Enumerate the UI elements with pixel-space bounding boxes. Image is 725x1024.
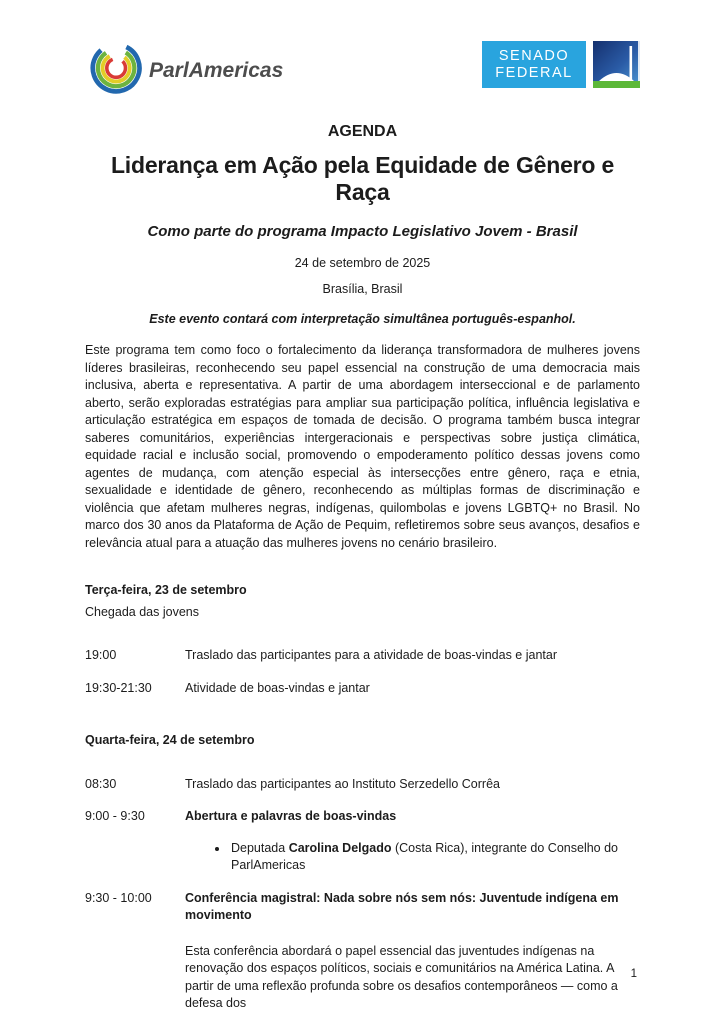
- schedule-day: [85, 582, 640, 697]
- speaker-bullet-list: [185, 840, 640, 875]
- schedule-item: [85, 776, 640, 794]
- schedule-item-time: 9:30 - 10:00: [85, 890, 152, 905]
- schedule-item-time: 19:30-21:30: [85, 680, 152, 695]
- agenda-label: AGENDA: [327, 123, 398, 140]
- schedule-item-title: Conferência magistral: Nada sobre nós sem nós: Juventude indígena em movimento: [185, 890, 619, 922]
- speaker-bullet-item: • Deputada Carolina Delgado (Costa Rica), integrante do Conselho do ParlAmericas: [229, 840, 640, 875]
- page-subtitle: Como parte do programa Impacto Legislativo Jovem - Brasil: [147, 223, 578, 240]
- page-title: Liderança em Ação pela Equidade de Gênero e Raça: [110, 152, 615, 205]
- parlamericas-logo: [89, 40, 283, 101]
- schedule-item-description: [185, 776, 640, 794]
- page-number: 1: [630, 968, 637, 980]
- schedule-item-description: [185, 680, 640, 698]
- schedule-item-time: 9:00 - 9:30: [85, 809, 145, 823]
- schedule-item: [85, 680, 640, 698]
- schedule-item-description: [185, 808, 640, 875]
- schedule-item-title: Traslado das participantes para a atividade de boas-vindas e jantar: [185, 648, 557, 662]
- schedule-item-description: [185, 647, 640, 665]
- senado-word: SENADO: [498, 48, 570, 65]
- schedule-item: [85, 890, 640, 1013]
- day-subheading: Chegada das jovens: [85, 604, 199, 619]
- congress-dome-emblem-icon: [593, 41, 640, 93]
- speaker-name: Carolina Delgado: [288, 840, 392, 855]
- senado-federal-logo: [482, 41, 640, 93]
- parlamericas-arcs-icon: [89, 40, 147, 101]
- schedule-item-title: Traslado das participantes ao Instituto Serzedello Corrêa: [185, 776, 500, 791]
- parlamericas-logo-text: ParlAmericas: [149, 58, 284, 82]
- day-heading: Terça-feira, 23 de setembro: [85, 583, 247, 597]
- event-location: Brasília, Brasil: [322, 282, 403, 296]
- federal-word: FEDERAL: [495, 64, 573, 81]
- schedule-item-title: Abertura e palavras de boas-vindas: [185, 809, 397, 823]
- schedule-item: [85, 647, 640, 665]
- session-detail-paragraph: Esta conferência abordará o papel essencial das juventudes indígenas na renovação dos espaços políticos, sociais e comunitários na América Latina. A partir de uma reflexão profunda sobre os desafios contemporâneos — como a defesa dos: [185, 943, 618, 1010]
- schedule: [85, 582, 640, 1013]
- schedule-day: [85, 732, 640, 1013]
- schedule-item-description: [185, 890, 640, 1013]
- intro-paragraph: Este programa tem como foco o fortalecimento da liderança transformadora de mulheres jovens líderes brasileiras, reconhecendo seu papel essencial na construção de uma democracia mais inclusiva, aberta e representativa. A partir de uma abordagem interseccional e de parlamento aberto, serão exploradas estratégias para ampliar sua participação política, influência legislativa e articulação estratégica em espaços de tomada de decisão. O programa também busca integrar saberes comunitários, experiências intergeracionais e perspectivas sobre justiça climática, equidade racial e inclusão social, promovendo o empoderamento político dessas jovens como agentes de mudança, com atenção especial às intersecções entre gênero, raça e etnia, sexualidade e identidade de gênero, reconhecendo as múltiplas formas de discriminação e violência que afetam mulheres negras, indígenas, quilombolas e jovens LGBTQ+ no Brasil. No marco dos 30 anos da Plataforma de Ação de Pequim, refletiremos sobre seus avanços, desafios e relevância atual para a atuação das mulheres jovens no cenário brasileiro.: [85, 343, 640, 550]
- schedule-item-title: Atividade de boas-vindas e jantar: [185, 680, 370, 695]
- event-date: 24 de setembro de 2025: [294, 256, 431, 270]
- schedule-item-time: 08:30: [85, 776, 117, 791]
- day-heading: Quarta-feira, 24 de setembro: [85, 733, 255, 747]
- interpretation-note: Este evento contará com interpretação simultânea português-espanhol.: [149, 312, 576, 326]
- senado-federal-logo-textbox: [482, 41, 586, 88]
- schedule-item: [85, 808, 640, 875]
- header: [85, 40, 640, 94]
- schedule-item-time: 19:00: [85, 648, 117, 662]
